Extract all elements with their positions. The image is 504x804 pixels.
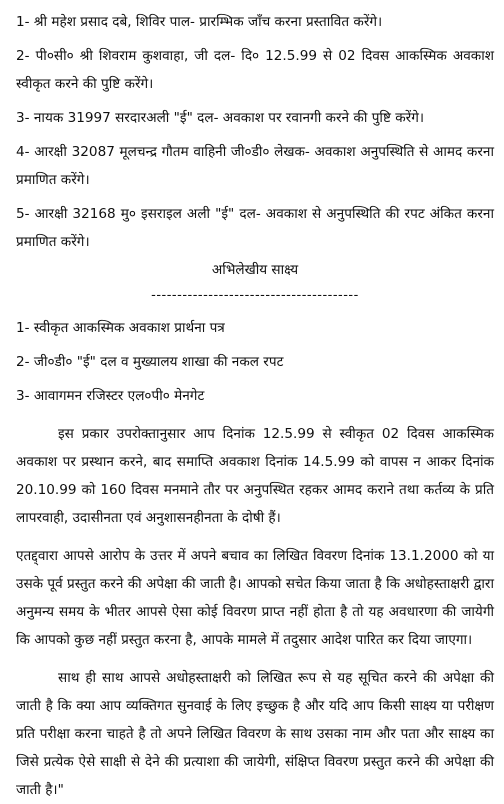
- witness-item-4: 4- आरक्षी 32087 मूलचन्द्र गौतम वाहिनी जी०डी० लेखक- अवकाश अनुपस्थिति से आमद करना प्रमाणित करेंगे।: [16, 144, 494, 188]
- charge-paragraph: इस प्रकार उपरोक्तानुसार आप दिनांक 12.5.99 से स्वीकृत 02 दिवस आकस्मिक अवकाश पर प्रस्थान करने, बाद समाप्ति अवकाश दिनांक 14.5.99 को वापस न आकर दिनांक 20.10.99 को 160 दिवस मनमाने तौर पर अनुपस्थित रहकर आमद कराने तथा कर्तव्य के प्रति लापरवाही, उदासीनता एवं अनुशासनहीनता के दोषी हैं।: [16, 426, 494, 526]
- witness-item-3: 3- नायक 31997 सरदारअली "ई" दल- अवकाश पर रवानगी करने की पुष्टि करेंगे।: [16, 110, 425, 126]
- hearing-paragraph: साथ ही साथ आपसे अधोहस्ताक्षरी को लिखित रूप से यह सूचित करने की अपेक्षा की जाती है कि क्या आप व्यक्तिगत सुनवाई के लिए इच्छुक है और यदि आप किसी साक्ष्य या परीक्षण प्रति परीक्षा करना चाहते है तो अपने लिखित विवरण के साथ उसका नाम और पता और साक्ष्य का जिसे प्रत्येक ऐसे साक्षी से देने की प्रत्याशा की जायेगी, संक्षिप्त विवरण प्रस्तुत करने की अपेक्षा की जाती है।": [16, 670, 494, 798]
- evidence-item-1: 1- स्वीकृत आकस्मिक अवकाश प्रार्थना पत्र: [16, 320, 225, 336]
- evidence-item-2: 2- जी०डी० "ई" दल व मुख्यालय शाखा की नकल रपट: [16, 354, 284, 370]
- heading-divider: ----------------------------------------: [151, 288, 359, 303]
- witness-item-1: 1- श्री महेश प्रसाद दबे, शिविर पाल- प्रारम्भिक जाँच करना प्रस्तावित करेंगे।: [16, 14, 383, 30]
- witness-item-5: 5- आरक्षी 32168 मु० इसराइल अली "ई" दल- अवकाश से अनुपस्थिति की रपट अंकित करना प्रमाणित करेंगे।: [16, 206, 494, 250]
- evidence-heading: अभिलेखीय साक्ष्य: [211, 262, 299, 278]
- evidence-item-3: 3- आवागमन रजिस्टर एल०पी० मेनगेट: [16, 388, 205, 404]
- witness-item-2: 2- पी०सी० श्री शिवराम कुशवाहा, जी दल- दि० 12.5.99 से 02 दिवस आकस्मिक अवकाश स्वीकृत करने की पुष्टि करेंगे।: [16, 48, 494, 92]
- reply-request-paragraph: एतद्द्वारा आपसे आरोप के उत्तर में अपने बचाव का लिखित विवरण दिनांक 13.1.2000 को या उसके पूर्व प्रस्तुत करने की अपेक्षा की जाती है। आपको सचेत किया जाता है कि अधोहस्ताक्षरी द्वारा अनुमन्य समय के भीतर आपसे ऐसा कोई विवरण प्राप्त नहीं होता है तो यह अवधारणा की जायेगी कि आपको कुछ नहीं प्रस्तुत करना है, आपके मामले में तदुसार आदेश पारित कर दिया जाएगा।: [16, 548, 494, 648]
